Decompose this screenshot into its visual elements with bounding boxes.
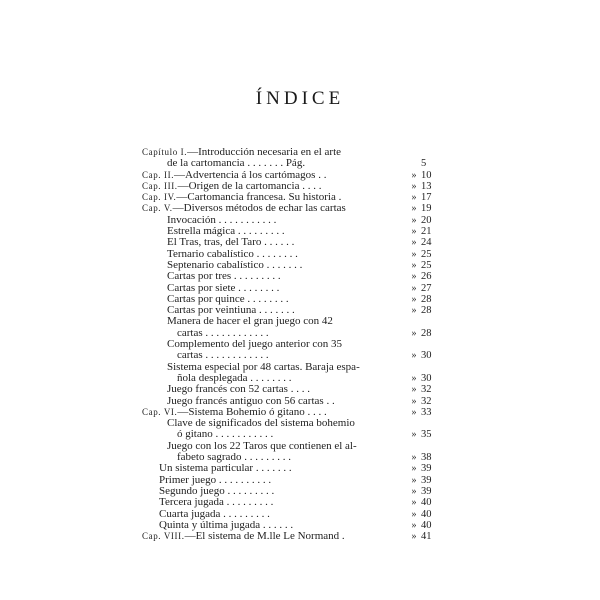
ditto-mark: » [411, 192, 417, 204]
ditto-mark: » [411, 271, 417, 283]
page-number: 39 [421, 474, 432, 486]
page-number: 5 [421, 158, 427, 170]
page-number: 39 [421, 485, 432, 497]
entry-text: —Origen de la cartomancia . . . . [177, 179, 322, 192]
page-number: 32 [421, 384, 432, 396]
ditto-mark: » [411, 463, 417, 475]
page-number: 19 [421, 203, 432, 215]
entry-text: cartas . . . . . . . . . . . . [177, 349, 269, 362]
entry-text: Un sistema particular . . . . . . . [159, 462, 292, 475]
entry-text: fabeto sagrado . . . . . . . . . [177, 451, 291, 464]
ditto-mark: » [411, 248, 417, 260]
ditto-mark: » [411, 519, 417, 531]
page-number: 28 [421, 305, 432, 317]
page-number: 21 [421, 226, 432, 238]
entry-text: Cartas por tres . . . . . . . . . [167, 270, 281, 283]
page-number: 41 [421, 531, 432, 543]
chapter-number: Cap. IV. [142, 192, 177, 203]
entry-text: Invocación . . . . . . . . . . . [167, 213, 277, 226]
entry-text: Juego francés antiguo con 56 cartas . . [167, 394, 335, 407]
entry-text: —Diversos métodos de echar las cartas [172, 202, 346, 215]
entry-text: Septenario cabalístico . . . . . . . [167, 258, 303, 271]
entry-text: El Tras, tras, del Taro . . . . . . [167, 236, 295, 249]
page-number: 25 [421, 248, 432, 260]
page-title: ÍNDICE [255, 88, 345, 109]
chapter-number: Cap. II. [142, 169, 175, 180]
chapter-number: Cap. VI. [142, 406, 178, 417]
ditto-mark: » [411, 497, 417, 509]
entry-text: Cartas por quince . . . . . . . . [167, 292, 289, 305]
ditto-mark: » [411, 203, 417, 215]
ditto-mark: » [411, 508, 417, 520]
chapter-number: Capítulo I. [142, 147, 188, 157]
page-number: 25 [421, 259, 432, 271]
entry-text: —Introducción necesaria en el arte [187, 146, 342, 158]
entry-text: Estrella mágica . . . . . . . . . [167, 225, 285, 238]
entry-text: Juego con los 22 Taros que contienen el al- [167, 439, 357, 452]
ditto-mark: » [411, 237, 417, 249]
page-number: 33 [421, 406, 432, 418]
page-number: 40 [421, 519, 432, 531]
page-number: 38 [421, 452, 432, 464]
page-number: 28 [421, 293, 432, 305]
entry-text: Segundo juego . . . . . . . . . [159, 484, 275, 497]
page-number: 13 [421, 180, 432, 192]
ditto-mark: » [411, 372, 417, 384]
page-number: 17 [421, 192, 432, 204]
chapter-number: Cap. VIII. [142, 531, 185, 542]
entry-text: —El sistema de M.lle Le Normand . [184, 530, 345, 543]
entry-text: cartas . . . . . . . . . . . . [177, 326, 269, 339]
entry-label [142, 531, 345, 542]
ditto-mark: » [411, 452, 417, 464]
page-number: 28 [421, 327, 432, 339]
page-number: 40 [421, 497, 432, 509]
ditto-mark: » [411, 259, 417, 271]
entry-text: Cuarta jugada . . . . . . . . . [159, 507, 270, 520]
ditto-mark: » [411, 327, 417, 339]
entry-text: Primer juego . . . . . . . . . . [159, 473, 272, 486]
entry-text: Ternario cabalístico . . . . . . . . [167, 247, 298, 260]
entry-text: Cartas por veintiuna . . . . . . . [167, 304, 295, 317]
page-number: 39 [421, 463, 432, 475]
ditto-mark: » [411, 226, 417, 238]
ditto-mark: » [411, 169, 417, 181]
ditto-mark: » [411, 350, 417, 362]
entry-text: Cartas por siete . . . . . . . . [167, 281, 280, 294]
ditto-mark: » [411, 305, 417, 317]
page-number: 24 [421, 237, 432, 249]
entry-text: Tercera jugada . . . . . . . . . [159, 496, 274, 509]
entry-text: ñola desplegada . . . . . . . . [177, 371, 292, 384]
entry-text: Quinta y última jugada . . . . . . [159, 518, 294, 531]
entry-text: —Advertencia á los cartómagos . . [174, 168, 327, 181]
ditto-mark: » [411, 180, 417, 192]
ditto-mark: » [411, 406, 417, 418]
ditto-mark: » [411, 474, 417, 486]
entry-text: —Sistema Bohemio ó gitano . . . . [177, 405, 327, 418]
toc-entry [142, 531, 438, 542]
page-number: 26 [421, 271, 432, 283]
page-number: 32 [421, 395, 432, 407]
table-of-contents [142, 147, 438, 542]
page-number: 40 [421, 508, 432, 520]
page-number: 35 [421, 429, 432, 441]
page-number: 27 [421, 282, 432, 294]
ditto-mark: » [411, 531, 417, 543]
entry-text: Clave de significados del sistema bohemio [167, 417, 355, 430]
page-number: 30 [421, 372, 432, 384]
page-number: 10 [421, 169, 432, 181]
ditto-mark: » [411, 293, 417, 305]
ditto-mark: » [411, 282, 417, 294]
ditto-mark: » [411, 395, 417, 407]
page-number: 20 [421, 214, 432, 226]
ditto-mark: » [411, 429, 417, 441]
entry-text: Manera de hacer el gran juego con 42 [167, 315, 333, 328]
entry-text: de la cartomancia . . . . . . . Pág. [167, 157, 306, 170]
entry-text: ó gitano . . . . . . . . . . . [177, 428, 274, 441]
page-number: 30 [421, 350, 432, 362]
ditto-mark: » [411, 214, 417, 226]
chapter-number: Cap. III. [142, 180, 178, 191]
entry-text: —Cartomancia francesa. Su historia . [176, 191, 342, 204]
chapter-number: Cap. V. [142, 203, 173, 214]
ditto-mark: » [411, 485, 417, 497]
entry-text: Juego francés con 52 cartas . . . . [167, 383, 310, 396]
ditto-mark: » [411, 384, 417, 396]
entry-text: Sistema especial por 48 cartas. Baraja espa- [167, 360, 360, 373]
entry-text: Complemento del juego anterior con 35 [167, 338, 343, 351]
